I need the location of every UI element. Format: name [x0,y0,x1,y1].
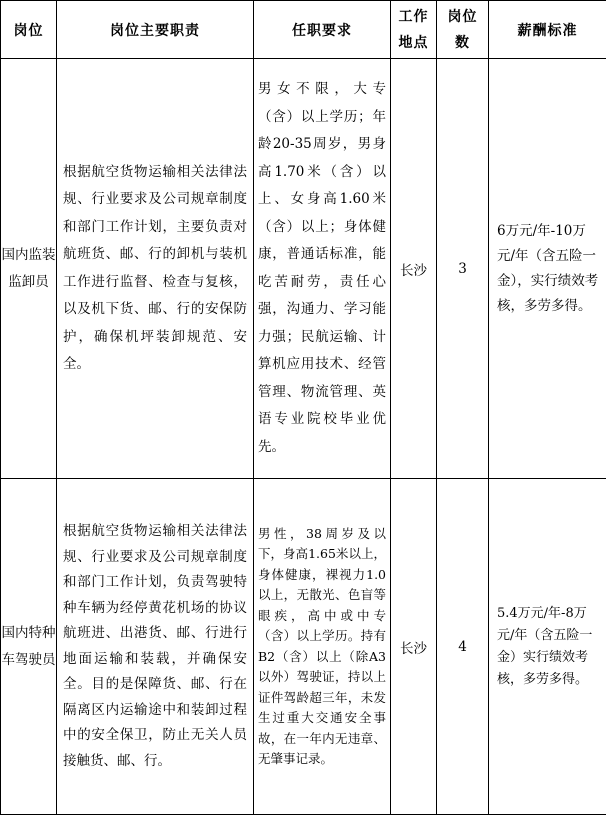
header-salary: 薪酬标准 [489,1,606,59]
row1-count: 3 [437,59,489,479]
row1-salary: 6万元/年-10万元/年（含五险一金），实行绩效考核，多劳多得。 [489,219,606,319]
row1-duties: 根据航空货物运输相关法律法规、行业要求及公司规章制度和部门工作计划，主要负责对航班货、邮、行的卸机与装机工作进行监督、检查与复核，以及机下货、邮、行的安保防护，确保机坪装卸规范、安全。 [57,159,253,379]
row1-requirements-cell [254,59,391,479]
row2-requirements-cell [254,479,391,815]
table-row [1,59,606,479]
row1-duties-cell [57,59,254,479]
row2-duties: 根据航空货物运输相关法律法规、行业要求及公司规章制度和部门工作计划，负责驾驶特种车辆为经停黄花机场的协议航班进、出港货、邮、行进行地面运输和装载，并确保安全。目的是保障货、邮、行在隔离区内运输途中和装卸过程中的安全保卫，防止无关人员接触货、邮、行。 [57,519,253,774]
header-position: 岗位 [1,1,57,59]
header-count-line1: 岗位 [448,9,478,25]
row2-salary: 5.4万元/年-8万元/年（含五险一金）实行绩效考核，多劳多得。 [489,603,606,691]
row2-requirements: 男性，38周岁及以下，身高1.65米以上，身体健康，裸视力1.0以上，无散光、色盲等眼疾，高中或中专（含）以上学历。持有B2（含）以上（除A3以外）驾驶证，持以上证件驾龄超三年，未发生过重大交通安全事故，在一年内无违章、无肇事记录。 [254,524,390,770]
header-location-line2: 地点 [399,35,429,51]
row2-salary-cell [489,479,606,815]
row2-position: 国内特种车驾驶员 [1,479,57,815]
row2-duties-cell [57,479,254,815]
header-duties: 岗位主要职责 [57,1,254,59]
header-location [391,1,437,59]
header-count-line2: 数 [455,35,470,51]
row1-salary-cell [489,59,606,479]
row1-requirements: 男女不限，大专（含）以上学历；年龄20-35周岁，男身高1.70米（含）以上、女身高1.60米（含）以上；身体健康，普通话标准，能吃苦耐劳，责任心强，沟通力、学习能力强；民航运输、计算机应用技术、经管管理、物流管理、英语专业院校毕业优先。 [254,76,390,461]
header-count [437,1,489,59]
header-requirements: 任职要求 [254,1,391,59]
row1-location: 长沙 [391,59,437,479]
row2-location: 长沙 [391,479,437,815]
header-location-line1: 工作 [399,9,429,25]
row2-count: 4 [437,479,489,815]
table-row [1,479,606,815]
row1-position: 国内监装监卸员 [1,59,57,479]
header-row [1,1,606,59]
